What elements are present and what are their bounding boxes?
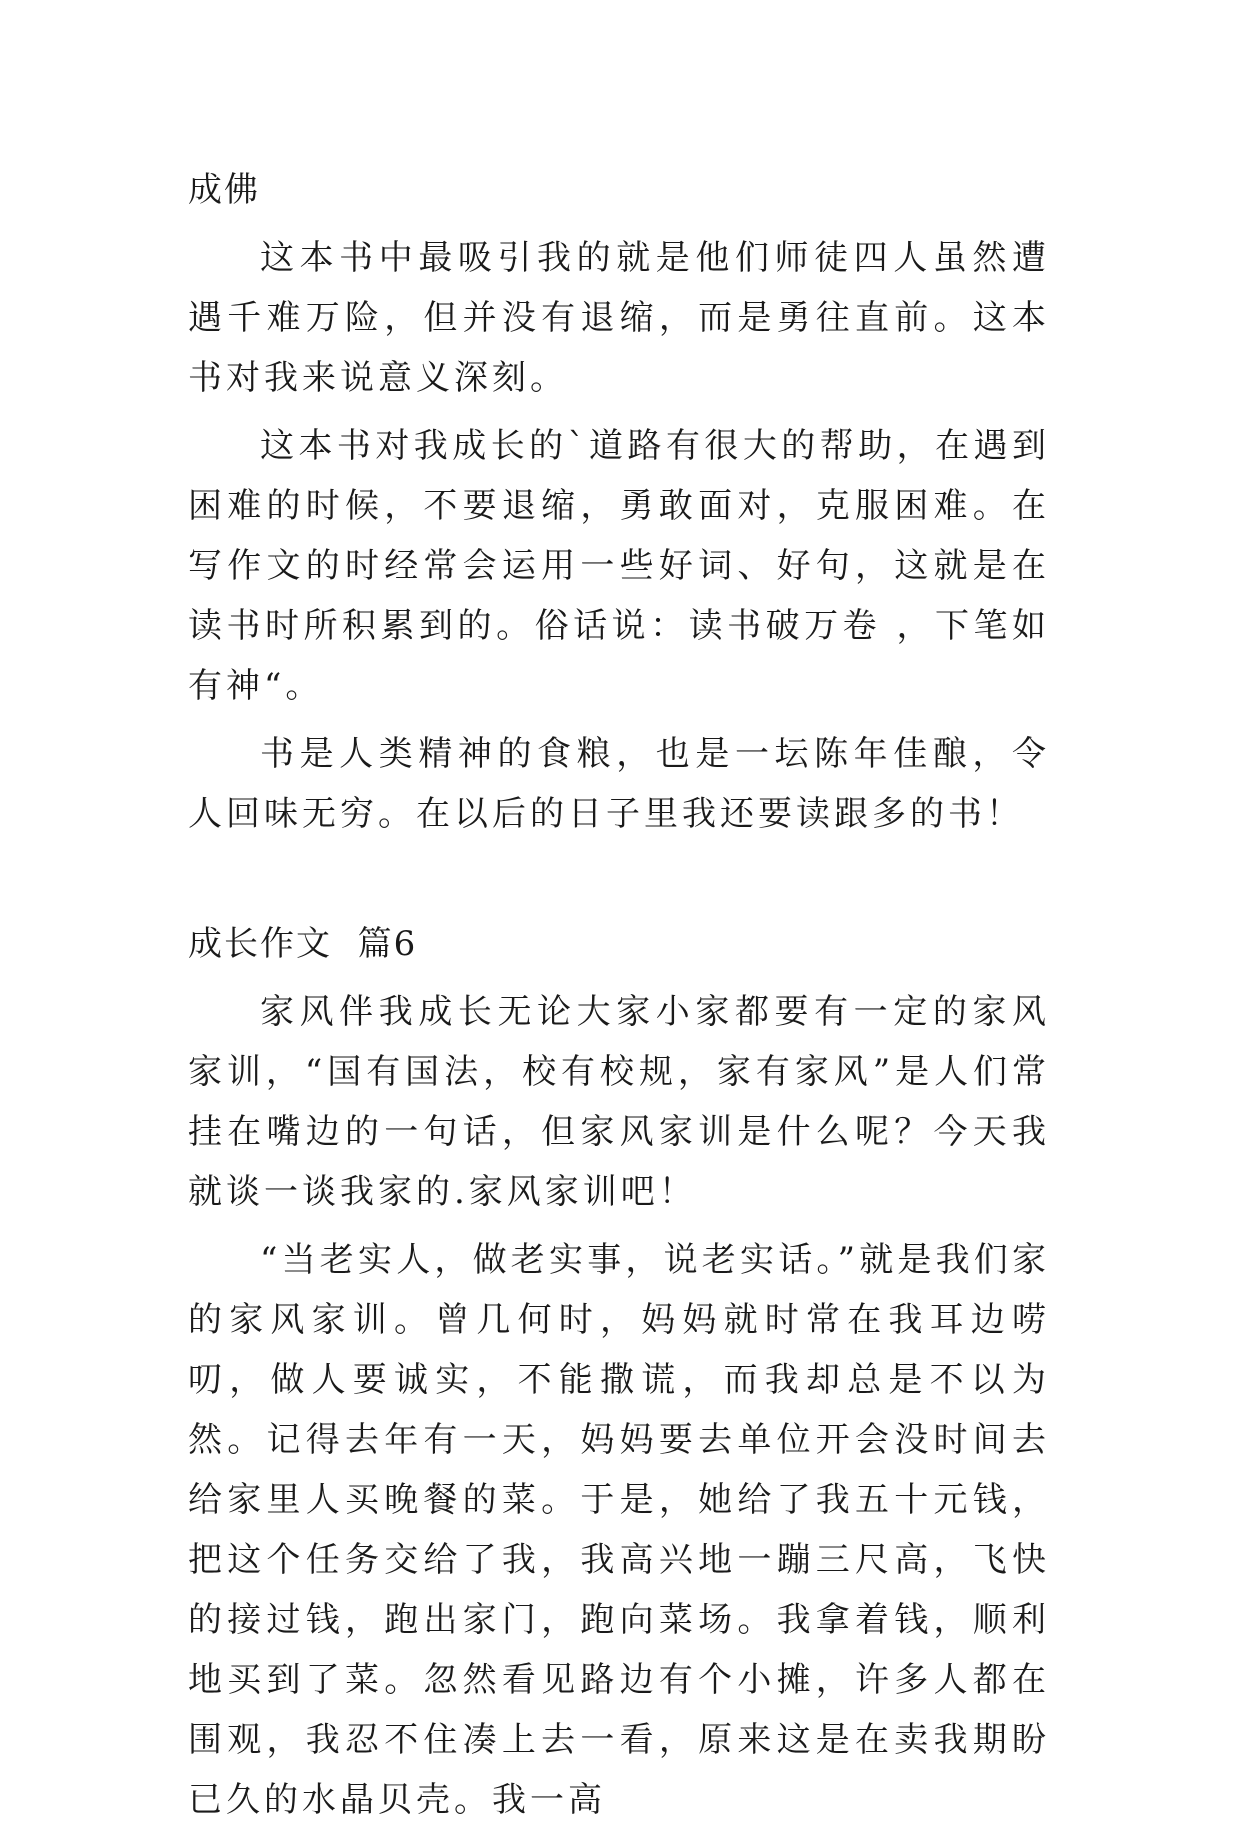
- paragraph-4: 家风伴我成长无论大家小家都要有一定的家风家训，“国有国法，校有校规，家有家风”是人们常挂在嘴边的一句话，但家风家训是什么呢？今天我就谈一谈我家的.家风家训吧！: [188, 992, 1050, 1212]
- top-fragment: 成佛: [188, 170, 260, 210]
- paragraph-2: 这本书对我成长的`道路有很大的帮助，在遇到困难的时候，不要退缩，勇敢面对，克服困难。在写作文的时经常会运用一些好词、好句，这就是在读书时所积累到的。俗话说：读书破万卷 ，下笔如有神“。: [188, 426, 1050, 706]
- paragraph-1: 这本书中最吸引我的就是他们师徒四人虽然遭遇千难万险，但并没有退缩，而是勇往直前。这本书对我来说意义深刻。: [188, 238, 1050, 398]
- paragraph-3: 书是人类精神的食粮，也是一坛陈年佳酿，令人回味无穷。在以后的日子里我还要读跟多的书！: [188, 734, 1050, 834]
- document-page: [188, 160, 1050, 1830]
- section-title: 成长作文 篇6: [188, 924, 418, 964]
- paragraph-5: “当老实人，做老实事，说老实话。”就是我们家的家风家训。曾几何时，妈妈就时常在我耳边唠叨，做人要诚实，不能撒谎，而我却总是不以为然。记得去年有一天，妈妈要去单位开会没时间去给家里人买晚餐的菜。于是，她给了我五十元钱，把这个任务交给了我，我高兴地一蹦三尺高，飞快的接过钱，跑出家门，跑向菜场。我拿着钱，顺利地买到了菜。忽然看见路边有个小摊，许多人都在围观，我忍不住凑上去一看，原来这是在卖我期盼已久的水晶贝壳。我一高: [188, 1240, 1050, 1820]
